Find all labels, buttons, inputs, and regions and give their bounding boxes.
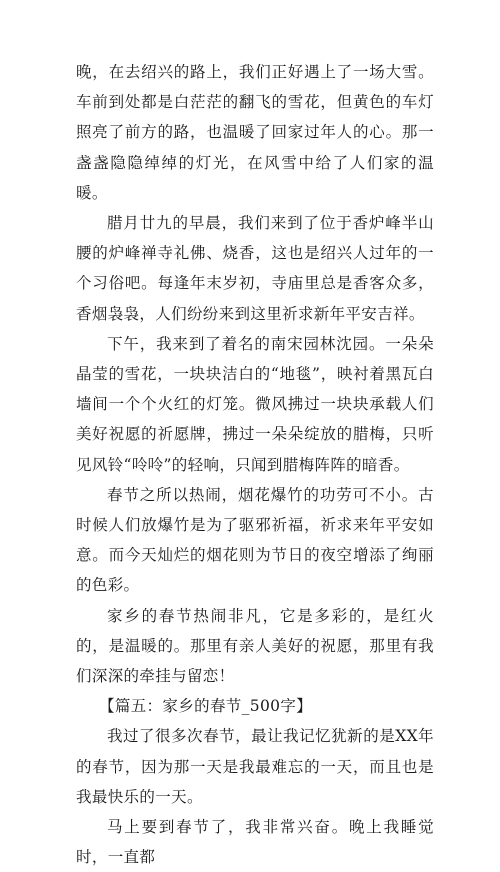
paragraph-6: 我过了很多次春节，最让我记忆犹新的是XX年的春节，因为那一天是我最难忘的一天，而且也是我最快乐的一天。 [76, 727, 434, 806]
section-heading: 【篇五：家乡的春节_500字】 [99, 697, 313, 716]
paragraph-1: 晚，在去绍兴的路上，我们正好遇上了一场大雪。车前到处都是白茫茫的翻飞的雪花，但黄色的车灯照亮了前方的路，也温暖了回家过年人的心。那一盏盏隐隐绰绰的灯光，在风雪中给了人们家的温暖。 [76, 63, 434, 202]
paragraph-2: 腊月廿九的早晨，我们来到了位于香炉峰半山腰的炉峰禅寺礼佛、烧香，这也是绍兴人过年的一个习俗吧。每逢年末岁初，寺庙里总是香客众多，香烟袅袅，人们纷纷来到这里祈求新年平安吉祥。 [76, 214, 434, 323]
paragraph-5: 家乡的春节热闹非凡，它是多彩的，是红火的，是温暖的。那里有亲人美好的祝愿，那里有我们深深的牵挂与留恋！ [76, 606, 434, 686]
paragraph-3: 下午，我来到了着名的南宋园林沈园。一朵朵晶莹的雪花，一块块洁白的“地毯”，映衬着黑瓦白墙间一个个火红的灯笼。微风拂过一块块承载人们美好祝愿的祈愿牌，拂过一朵朵绽放的腊梅，只听见风铃“呤呤”的轻响，只闻到腊梅阵阵的暗香。 [76, 334, 434, 474]
paragraph-4: 春节之所以热闹，烟花爆竹的功劳可不小。古时候人们放爆竹是为了驱邪祈福，祈求来年平安如意。而今天灿烂的烟花则为节日的夜空增添了绚丽的色彩。 [76, 485, 434, 595]
document-body [76, 57, 434, 872]
paragraph-7: 马上要到春节了，我非常兴奋。晚上我睡觉时，一直都 [76, 818, 434, 867]
